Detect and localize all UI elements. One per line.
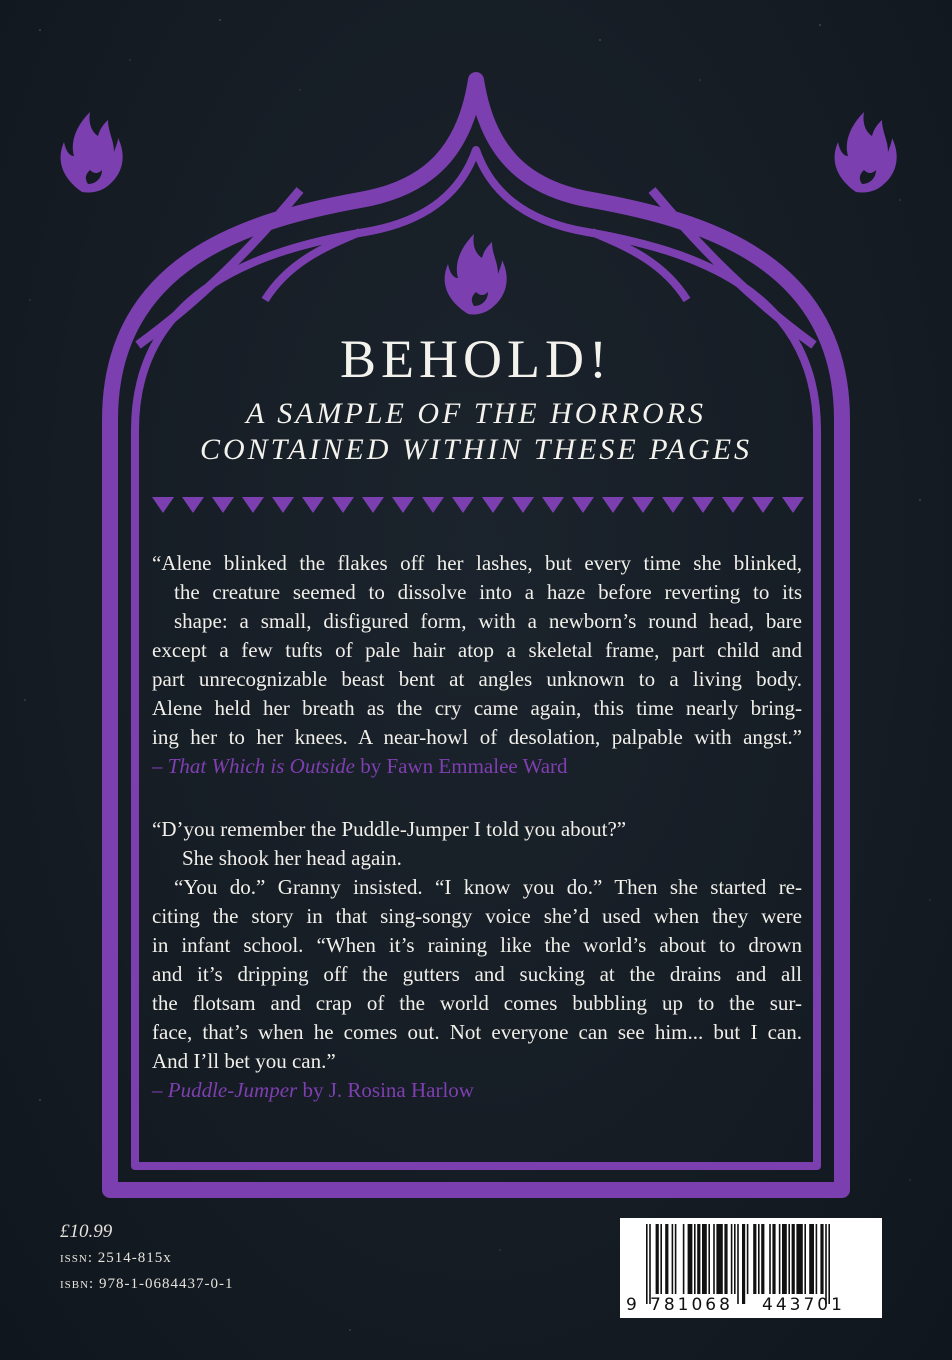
left-spandrel: [138, 190, 300, 345]
barcode-bar: [649, 1224, 651, 1304]
barcode-bar: [737, 1224, 739, 1304]
excerpt-line: the creature seemed to dissolve into a haze before reverting to its: [174, 580, 802, 604]
barcode-bar: [656, 1224, 659, 1294]
excerpt-2: [152, 815, 802, 1105]
attribution-title: Puddle-Jumper: [167, 1078, 298, 1102]
barcode-bar: [816, 1224, 818, 1294]
excerpt-attribution: [152, 752, 802, 781]
subheading: [0, 396, 952, 468]
subheading-line-2: CONTAINED WITHIN THESE PAGES: [199, 433, 753, 466]
excerpt-line: shape: a small, disfigured form, with a newborn’s round head, bare: [174, 609, 802, 633]
barcode-bar: [683, 1224, 685, 1294]
attribution-author: by J. Rosina Harlow: [297, 1078, 474, 1102]
excerpt-line: in infant school. “When it’s raining like the world’s about to drown: [152, 933, 802, 957]
barcode-bar: [697, 1224, 700, 1294]
excerpt-1: [152, 549, 802, 781]
excerpt-line: And I’ll bet you can.”: [152, 1049, 336, 1073]
barcode-bar: [688, 1224, 693, 1294]
issn-line: [60, 1245, 233, 1271]
barcode-bar: [665, 1224, 668, 1294]
flame-icon: [61, 112, 123, 193]
excerpt-line: ing her to her knees. A near-howl of desolation, palpable with angst.”: [152, 725, 802, 749]
attribution-dash: –: [152, 1078, 168, 1102]
barcode-bar: [820, 1224, 823, 1294]
subheading-line-1: A SAMPLE OF THE HORRORS: [245, 397, 707, 430]
barcode-bar: [660, 1224, 662, 1294]
barcode-bar: [646, 1224, 648, 1304]
barcode-bar: [796, 1224, 802, 1294]
barcode-bar: [758, 1224, 760, 1294]
excerpt-line: except a few tufts of pale hair atop a skeletal frame, part child and: [152, 638, 802, 662]
barcode-bar: [769, 1224, 771, 1294]
barcode-left-group: 781068: [650, 1295, 733, 1315]
barcode-bar: [675, 1224, 677, 1294]
attribution-dash: –: [152, 754, 168, 778]
barcode-bar: [772, 1224, 775, 1294]
excerpt-line: part unrecognizable beast bent at angles unknown to a living body.: [152, 667, 802, 691]
triangle-divider: [152, 497, 804, 513]
excerpt-line: She shook her head again.: [182, 846, 402, 870]
attribution-title: That Which is Outside: [167, 754, 355, 778]
barcode-bar: [788, 1224, 790, 1294]
barcode-right-group: 443701: [762, 1295, 845, 1315]
barcode-bar: [716, 1224, 722, 1294]
barcode-bar: [779, 1224, 781, 1294]
barcode-bar: [731, 1224, 733, 1294]
barcode-lead-digit: 9: [626, 1295, 637, 1315]
price: £10.99: [60, 1221, 113, 1242]
isbn-label: isbn:: [60, 1276, 95, 1292]
barcode-bar: [782, 1224, 787, 1294]
excerpt-line: “You do.” Granny insisted. “I know you do.” Then she started re-: [174, 875, 802, 899]
barcode-bar: [792, 1224, 795, 1294]
barcode-bar: [724, 1224, 727, 1294]
barcode-bar: [747, 1224, 749, 1294]
barcode-bar: [753, 1224, 756, 1294]
barcode-bar: [734, 1224, 736, 1294]
issn-value: 2514-815x: [93, 1250, 172, 1266]
isbn-line: [60, 1271, 233, 1297]
excerpt-line: citing the story in that sing-songy voice she’d used when they were: [152, 904, 802, 928]
right-spandrel: [652, 190, 814, 345]
barcode-bar: [825, 1224, 827, 1304]
excerpt-line: “Alene blinked the flakes off her lashes, but every time she blinked,: [152, 551, 802, 575]
excerpt-line: Alene held her breath as the cry came again, this time nearly bring-: [152, 696, 802, 720]
publication-info: [60, 1219, 233, 1297]
barcode-bar: [713, 1224, 715, 1294]
attribution-author: by Fawn Emmalee Ward: [355, 754, 568, 778]
excerpt-attribution: [152, 1076, 802, 1105]
barcode-bar: [702, 1224, 707, 1294]
barcode-bar: [742, 1224, 745, 1304]
barcode-bar: [694, 1224, 696, 1294]
excerpt-line: and it’s dripping off the gutters and sucking at the drains and all: [152, 962, 802, 986]
barcode-bar: [804, 1224, 806, 1294]
flame-icon: [445, 234, 507, 315]
isbn-barcode: [620, 1218, 882, 1318]
issn-label: issn:: [60, 1250, 94, 1266]
barcode-bar: [761, 1224, 764, 1294]
excerpt-line: “D’you remember the Puddle-Jumper I told you about?”: [152, 817, 627, 841]
barcode-bar: [708, 1224, 710, 1294]
flame-icon: [835, 112, 897, 193]
barcode-bar: [809, 1224, 814, 1294]
isbn-value: 978-1-0684437-0-1: [94, 1276, 234, 1292]
excerpt-line: the flotsam and crap of the world comes bubbling up to the sur-: [152, 991, 802, 1015]
barcode-bar: [672, 1224, 674, 1294]
heading: BEHOLD!: [340, 329, 612, 389]
barcode-bar: [828, 1224, 830, 1304]
excerpt-line: face, that’s when he comes out. Not everyone can see him... but I can.: [152, 1020, 802, 1044]
